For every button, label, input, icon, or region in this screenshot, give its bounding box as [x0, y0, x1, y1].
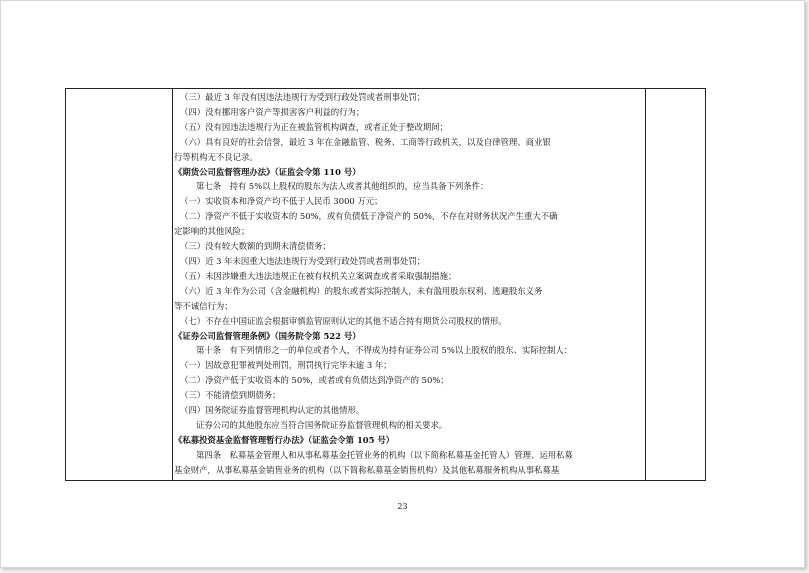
text-line: （五）未因涉嫌重大违法违规正在被有权机关立案调查或者采取强制措施； — [180, 270, 457, 281]
text-line: （三）没有较大数额的到期未清偿债务； — [180, 241, 331, 252]
text-line: （三）最近 3 年没有因违法违规行为受到行政处罚或者刑事处罚； — [180, 92, 426, 102]
text-line: 第四条 私募基金管理人和从事私募基金托管业务的机构（以下简称私募基金托管人）管理、运用私募 — [196, 449, 573, 460]
regulation-heading: 《证券公司监督管理条例》（国务院令第 522 号） — [174, 330, 361, 341]
regulation-text-cell — [174, 90, 644, 478]
text-line: 行等机构无不良记录。 — [174, 151, 258, 162]
text-line: （二）净资产不低于实收资本的 50%，或有负债低于净资产的 50%，不存在对财务状况产生重大不确 — [180, 211, 558, 222]
regulation-heading: 《私募投资基金监督管理暂行办法》（证监会令第 105 号） — [174, 434, 395, 445]
text-line: 第七条 持有 5%以上股权的股东为法人或者其他组织的，应当具备下列条件： — [196, 181, 489, 192]
text-line: （一）因故意犯罪被判处刑罚，刑罚执行完毕未逾 3 年； — [180, 360, 392, 371]
text-line: 第十条 有下列情形之一的单位或者个人，不得成为持有证券公司 5%以上股权的股东、实际控制人： — [196, 345, 573, 356]
text-line: （二）净资产低于实收资本的 50%，或者或有负债达到净资产的 50%； — [180, 375, 449, 386]
text-line: （三）不能清偿到期债务； — [180, 390, 281, 401]
content-table — [65, 88, 706, 481]
text-line: （一）实收资本和净资产均不低于人民币 3000 万元； — [180, 196, 383, 207]
text-line: （四）国务院证券监督管理机构认定的其他情形。 — [180, 405, 365, 416]
page-number: 23 — [397, 502, 408, 511]
text-line: 等不诚信行为； — [174, 300, 233, 311]
text-line: （五）没有因违法违规行为正在被监管机构调查，或者正处于整改期间； — [180, 121, 448, 132]
text-line: （六）近 3 年作为公司（含金融机构）的股东或者实际控制人，未有滥用股东权利、逃避股东义务 — [180, 285, 543, 296]
text-line: （四）没有挪用客户资产等损害客户利益的行为； — [180, 106, 365, 117]
text-line: （六）具有良好的社会信誉，最近 3 年在金融监管、税务、工商等行政机关，以及自律管理、商业银 — [180, 136, 551, 147]
column-divider-right — [645, 89, 646, 480]
regulation-heading: 《期货公司监督管理办法》（证监会令第 110 号） — [174, 166, 361, 177]
text-line: 基金财产，从事私募基金销售业务的机构（以下简称私募基金销售机构）及其他私募服务机构从事私募基 — [174, 464, 560, 475]
text-line: （七）不存在中国证监会根据审慎监管原则认定的其他不适合持有期货公司股权的情形。 — [180, 315, 507, 326]
column-divider-left — [172, 89, 173, 480]
text-line: （四）近 3 年未因重大违法违规行为受到行政处罚或者刑事处罚； — [180, 255, 426, 266]
text-line: 证券公司的其他股东应当符合国务院证券监督管理机构的相关要求。 — [196, 419, 448, 430]
text-line: 定影响的其他风险； — [174, 226, 250, 237]
